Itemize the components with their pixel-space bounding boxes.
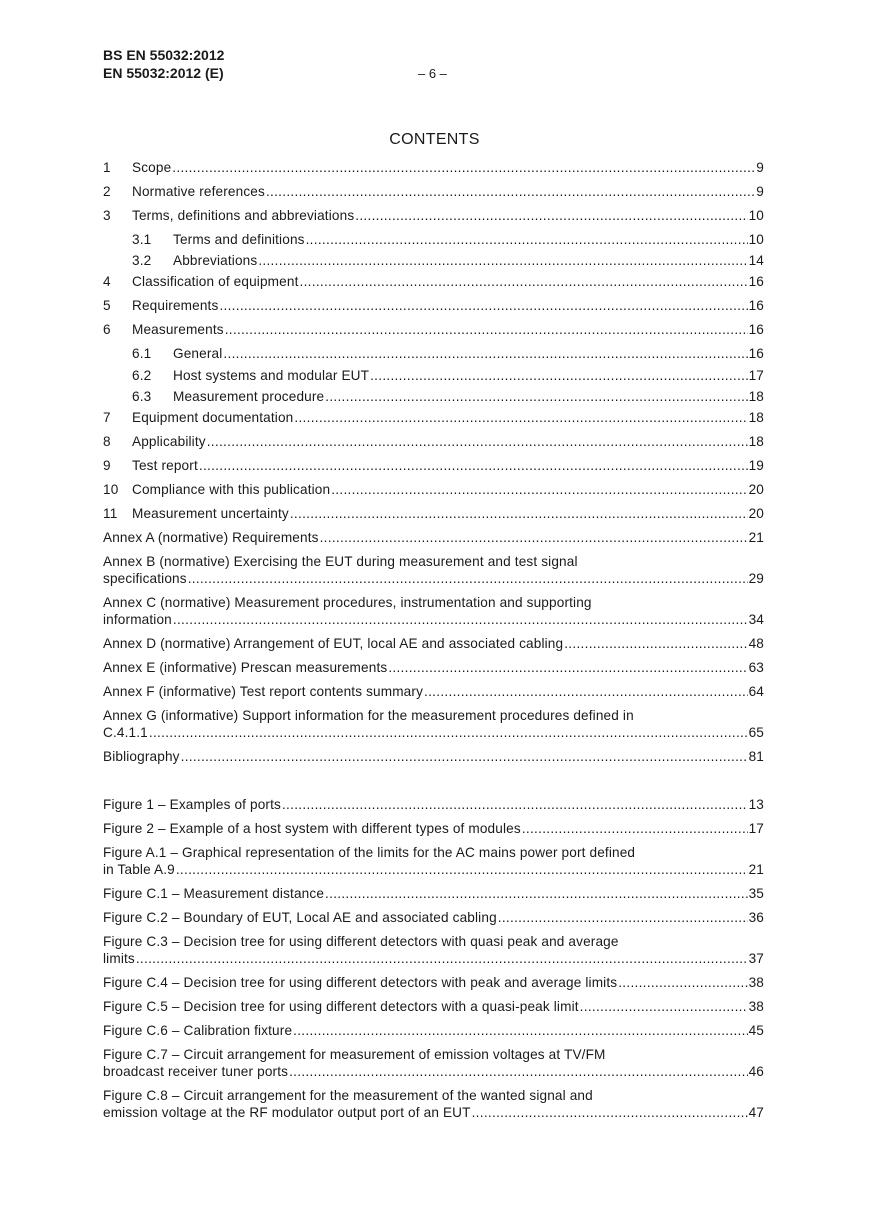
page-number: – 6 – [418,66,447,81]
toc-entry-page: 64 [748,684,764,699]
toc-entry-title: Figure C.6 – Calibration fixture [103,1023,293,1038]
dot-leader [331,481,747,498]
dot-leader [223,345,747,362]
toc-entry-title: Terms, definitions and abbreviations [132,208,355,223]
toc-entry-line [103,297,764,314]
dot-leader [181,748,748,765]
toc-entry-title: Annex E (informative) Prescan measurements [103,660,388,675]
toc-entry[interactable] [103,159,764,176]
dot-leader [266,183,755,200]
toc-entry-title-line: Annex C (normative) Measurement procedures, instrumentation and supporting [103,595,592,610]
toc-entry-page: 21 [748,530,764,545]
toc-entry-title: Figure C.4 – Decision tree for using different detectors with peak and average limits [103,975,618,990]
toc-entry-line [103,796,764,813]
toc-entry-page: 29 [748,571,764,586]
toc-entry[interactable] [103,183,764,200]
toc-entry-line [103,1104,764,1121]
toc-entry-line [103,1022,764,1039]
toc-entry[interactable] [103,457,764,474]
toc-entry-title: Figure C.1 – Measurement distance [103,886,325,901]
toc-entry-number: 3 [103,208,111,223]
toc-entry-page: 10 [748,208,764,223]
toc-entry-title: Measurement procedure [173,389,325,404]
toc-entry-line [103,611,764,628]
toc-entry-page: 14 [748,253,764,268]
toc-entry-page: 17 [748,821,764,836]
toc-entry-page: 48 [748,636,764,651]
toc-entry-title-line: Annex G (informative) Support information for the measurement procedures defined in [103,708,634,723]
toc-entry-line [103,748,764,765]
toc-entry-page: 18 [748,434,764,449]
toc-entry-title: broadcast receiver tuner ports [103,1064,289,1079]
dot-leader [282,796,748,813]
toc-entry-line [103,820,764,837]
toc-entry-page: 17 [748,368,764,383]
toc-entry[interactable] [103,505,764,522]
toc-entry-page: 38 [748,975,764,990]
toc-entry-page: 18 [748,410,764,425]
toc-entry-line [103,409,764,426]
toc-entry-title: Figure 1 – Examples of ports [103,797,281,812]
toc-entry[interactable] [103,885,764,902]
dot-leader [388,659,747,676]
toc-entry-page: 47 [748,1105,764,1120]
toc-entry-page: 9 [756,184,764,199]
dot-leader [225,321,748,338]
toc-entry-title: Terms and definitions [173,232,305,247]
toc-entry-page: 37 [748,951,764,966]
toc-entry-line [103,481,764,498]
toc-entry-number: 9 [103,458,111,473]
dot-leader [136,950,748,967]
toc-entry-number: 8 [103,434,111,449]
toc-entry-page: 10 [748,232,764,247]
toc-entry-page: 35 [748,886,764,901]
dot-leader [300,273,748,290]
toc-entry-number: 5 [103,298,111,313]
toc-entry-page: 63 [748,660,764,675]
toc-entry-page: 16 [748,346,764,361]
toc-entry[interactable] [103,998,764,1015]
toc-entry-title: Requirements [132,298,219,313]
toc-entry-page: 18 [748,389,764,404]
toc-entry-page: 20 [748,506,764,521]
toc-entry[interactable] [103,297,764,314]
toc-entry-line [103,1063,764,1080]
toc-entry-title: Abbreviations [173,253,258,268]
toc-entry-title: Figure 2 – Example of a host system with different types of modules [103,821,521,836]
toc-entry-title: in Table A.9 [103,862,175,877]
toc-entry-line [103,433,764,450]
toc-entry[interactable] [132,367,764,384]
toc-entry[interactable] [103,820,764,837]
dot-leader [498,909,748,926]
dot-leader [618,974,747,991]
toc-entry-title-line: Annex B (normative) Exercising the EUT during measurement and test signal [103,554,578,569]
toc-entry[interactable] [103,594,764,628]
dot-leader [188,570,748,587]
toc-entry-title: Measurement uncertainty [132,506,289,521]
toc-entry-page: 45 [748,1023,764,1038]
toc-entry-title: Annex D (normative) Arrangement of EUT, local AE and associated cabling [103,636,564,651]
toc-entry[interactable] [103,844,764,878]
toc-entry[interactable] [103,707,764,741]
toc-entry-page: 36 [748,910,764,925]
toc-entry-line [103,998,764,1015]
dot-leader [424,683,748,700]
toc-entry-line [103,861,764,878]
toc-entry-page: 19 [748,458,764,473]
toc-entry[interactable] [132,231,764,248]
dot-leader [325,885,748,902]
toc-entry-number: 6 [103,322,111,337]
toc-entry-title: Annex F (informative) Test report contents summary [103,684,424,699]
toc-entry-title: Figure C.2 – Boundary of EUT, Local AE and associated cabling [103,910,497,925]
toc-entry[interactable] [103,635,764,652]
dot-leader [258,252,747,269]
dot-leader [564,635,747,652]
dot-leader [294,409,747,426]
toc-entry-line [132,345,764,362]
dot-leader [522,820,748,837]
toc-entry[interactable] [103,273,764,290]
toc-entry-line [132,367,764,384]
toc-entry-title: Annex A (normative) Requirements [103,530,319,545]
toc-entry-page: 21 [748,862,764,877]
toc-entry[interactable] [103,683,764,700]
dot-leader [289,1063,747,1080]
page-title: CONTENTS [389,131,480,148]
dot-leader [472,1104,748,1121]
toc-entry-page: 20 [748,482,764,497]
toc-entry-title: emission voltage at the RF modulator output port of an EUT [103,1105,471,1120]
toc-entry-line [103,683,764,700]
toc-entry-title-line: Figure C.7 – Circuit arrangement for measurement of emission voltages at TV/FM [103,1047,606,1062]
toc-entry-line [132,231,764,248]
toc-entry-line [103,529,764,546]
toc-entry[interactable] [132,388,764,405]
toc-entry-title: Host systems and modular EUT [173,368,370,383]
toc-entry-page: 13 [748,797,764,812]
toc-entry-line [103,909,764,926]
toc-entry-line [103,207,764,224]
toc-entry[interactable] [103,481,764,498]
dot-leader [293,1022,747,1039]
toc-entry-number: 11 [103,506,118,521]
toc-entry-line [132,388,764,405]
toc-entry-title: Measurements [132,322,224,337]
dot-leader [219,297,747,314]
toc-entry-title: limits [103,951,135,966]
toc-entry-number: 7 [103,410,111,425]
toc-entry-title: Test report [132,458,198,473]
toc-entry-line [103,659,764,676]
toc-entry-line [103,273,764,290]
toc-entry-line [103,321,764,338]
toc-entry-number: 6.2 [132,368,152,383]
toc-entry-title: Bibliography [103,749,180,764]
toc-entry-line [103,505,764,522]
toc-entry-number: 3.2 [132,253,152,268]
toc-entry-title: specifications [103,571,187,586]
toc-entry-title-line: Figure C.3 – Decision tree for using different detectors with quasi peak and average [103,934,619,949]
toc-entry[interactable] [103,1022,764,1039]
toc-entry-title-line: Figure C.8 – Circuit arrangement for the measurement of the wanted signal and [103,1088,593,1103]
toc-entry[interactable] [103,796,764,813]
toc-entry-number: 6.1 [132,346,152,361]
toc-entry[interactable] [103,433,764,450]
toc-entry[interactable] [103,553,764,587]
toc-entry[interactable] [103,659,764,676]
toc-entry-line [103,183,764,200]
toc-entry[interactable] [103,207,764,224]
dot-leader [290,505,748,522]
dot-leader [306,231,748,248]
toc-entry[interactable] [103,748,764,765]
toc-entry-line [103,974,764,991]
dot-leader [172,159,755,176]
toc-entry-page: 46 [748,1064,764,1079]
toc-entry-page: 16 [748,298,764,313]
dot-leader [370,367,747,384]
dot-leader [580,998,748,1015]
toc-entry[interactable] [103,409,764,426]
toc-entry[interactable] [103,1087,764,1121]
toc-entry-line [103,159,764,176]
toc-entry-title: Scope [132,160,172,175]
toc-entry-line [103,457,764,474]
toc-entry-page: 38 [748,999,764,1014]
toc-entry-title: General [173,346,223,361]
standard-edition: EN 55032:2012 (E) [103,65,224,81]
toc-entry[interactable] [103,529,764,546]
toc-entry-title: Classification of equipment [132,274,299,289]
toc-entry-page: 16 [748,274,764,289]
toc-entry-title: Normative references [132,184,265,199]
toc-entry-line [103,950,764,967]
toc-entry[interactable] [103,974,764,991]
toc-entry[interactable] [103,933,764,967]
toc-entry[interactable] [132,252,764,269]
toc-entry-page: 34 [748,612,764,627]
toc-entry-page: 16 [748,322,764,337]
toc-entry-title: Compliance with this publication [132,482,331,497]
toc-entry-page: 65 [748,725,764,740]
dot-leader [199,457,748,474]
standard-number: BS EN 55032:2012 [103,47,225,63]
toc-entry-number: 4 [103,274,111,289]
toc-entry[interactable] [103,909,764,926]
toc-entry-number: 10 [103,482,119,497]
toc-entry-title-line: Figure A.1 – Graphical representation of the limits for the AC mains power port defined [103,845,636,860]
dot-leader [207,433,748,450]
dot-leader [173,611,748,628]
toc-entry-number: 6.3 [132,389,152,404]
toc-entry[interactable] [132,345,764,362]
toc-entry-line [103,570,764,587]
toc-entry-page: 81 [748,749,764,764]
toc-entry-number: 1 [103,160,111,175]
toc-entry-page: 9 [756,160,764,175]
toc-entry-title: information [103,612,172,627]
toc-entry-title: Equipment documentation [132,410,294,425]
dot-leader [176,861,748,878]
toc-entry-number: 3.1 [132,232,152,247]
dot-leader [149,724,748,741]
dot-leader [325,388,747,405]
toc-entry-title: Figure C.5 – Decision tree for using different detectors with a quasi-peak limit [103,999,579,1014]
dot-leader [320,529,748,546]
toc-entry-number: 2 [103,184,111,199]
dot-leader [355,207,747,224]
toc-entry-line [103,724,764,741]
toc-entry-line [103,635,764,652]
toc-entry[interactable] [103,321,764,338]
toc-entry-title: Applicability [132,434,206,449]
toc-entry-line [103,885,764,902]
toc-entry-title: C.4.1.1 [103,725,148,740]
toc-entry-line [132,252,764,269]
toc-entry[interactable] [103,1046,764,1080]
